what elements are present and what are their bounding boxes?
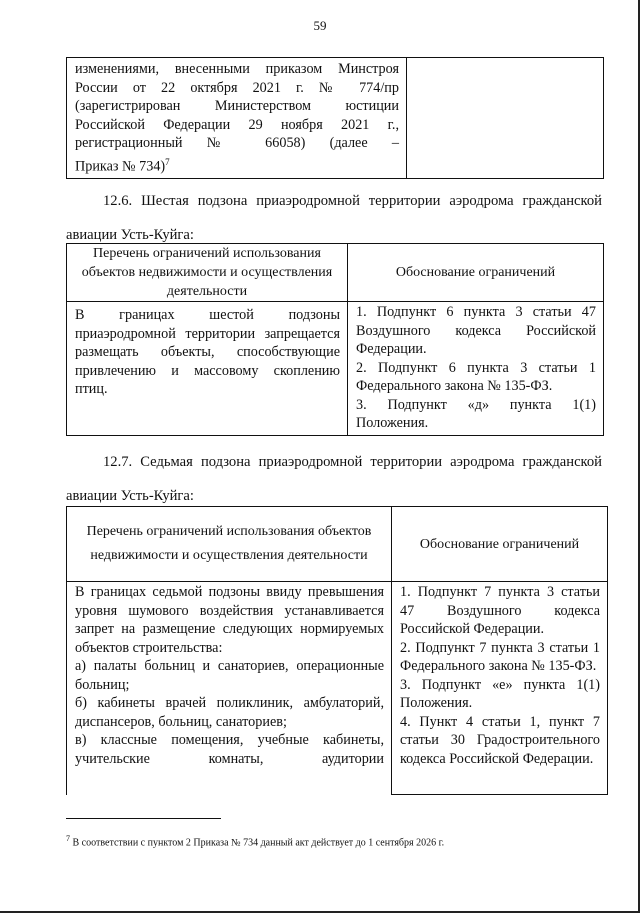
column-header-restrictions [67, 244, 348, 302]
header-text: Обоснование ограничений [395, 265, 556, 280]
header-text: Перечень ограничений использования объектов недвижимости и осуществления деятельности [86, 524, 372, 563]
heading-line: 12.7. Седьмая подзона приаэродромной территории аэродрома гражданской [103, 454, 602, 470]
footnote-text: В соответствии с пунктом 2 Приказа № 734 данный акт действует до 1 сентября 2026 г. [72, 837, 445, 849]
section-heading-12-6 [66, 191, 602, 245]
continued-table-right-cell [407, 58, 604, 179]
restriction-item: а) палаты больниц и санаториев, операционные больниц; [75, 658, 384, 693]
restriction-text: В границах седьмой подзоны ввиду превышения уровня шумового воздействия устанавливается запрет на размещение следующих нормируемых объектов строительства: [75, 584, 384, 656]
justification-item: 3. Подпункт «д» пункта 1(1) Положения. [356, 396, 596, 431]
text-line-end: Приказ № 734) [75, 158, 166, 175]
justification-item: 2. Подпункт 6 пункта 3 статьи 1 Федерального закона № 135-ФЗ. [356, 359, 596, 394]
page-number: 59 [313, 18, 327, 33]
justification-item: 1. Подпункт 6 пункта 3 статьи 47 Воздушного кодекса Российской Федерации. [356, 304, 596, 357]
justification-item: 1. Подпункт 7 пункта 3 статьи 47 Воздушного кодекса Российской Федерации. [400, 584, 600, 637]
justification-cell [392, 582, 608, 795]
footnote-separator [66, 818, 221, 819]
text-line: России от 22 октября 2021 г. № 774/пр [75, 79, 399, 96]
text-line: (зарегистрирован Министерством юстиции [75, 98, 399, 114]
header-text: Обоснование ограничений [419, 536, 580, 552]
column-header-justification [392, 507, 608, 582]
continued-table-left-cell [67, 58, 407, 179]
footnote [66, 833, 606, 849]
section-heading-12-7 [66, 452, 602, 506]
restriction-text: В границах шестой подзоны приаэродромной территории запрещается размещать объекты, способствующие привлечению и массовому скоплению птиц. [75, 307, 340, 397]
justification-item: 4. Пункт 4 статьи 1, пункт 7 статьи 30 Градостроительного кодекса Российской Федерации. [400, 713, 600, 767]
restriction-item: в) классные помещения, учебные кабинеты, учительские комнаты, аудитории [75, 732, 384, 767]
restriction-item: б) кабинеты врачей поликлиник, амбулаторий, диспансеров, больниц, санаториев; [75, 695, 384, 730]
heading-line: авиации Усть-Куйга: [66, 488, 194, 504]
justification-item: 2. Подпункт 7 пункта 3 статьи 1 Федерального закона № 135-ФЗ. [400, 639, 600, 674]
heading-line: 12.6. Шестая подзона приаэродромной территории аэродрома гражданской [103, 193, 602, 209]
continued-table [66, 57, 604, 179]
column-header-justification [348, 244, 604, 302]
footnote-marker: 7 [66, 834, 70, 843]
column-header-restrictions [67, 507, 392, 582]
footnote-ref: 7 [165, 156, 170, 167]
restrictions-table-12-7 [66, 506, 608, 795]
justification-item: 3. Подпункт «е» пункта 1(1) Положения. [400, 676, 600, 711]
text-line [75, 153, 399, 176]
restriction-cell [67, 582, 392, 795]
heading-line: авиации Усть-Куйга: [66, 227, 194, 243]
header-text: Перечень ограничений использования объектов недвижимости и осуществления деятельности [81, 246, 333, 299]
text-line: изменениями, внесенными приказом Минстроя [75, 61, 399, 77]
justification-cell [348, 302, 604, 436]
text-line: регистрационный № 66058) (далее – [75, 135, 399, 151]
restrictions-table-12-6 [66, 243, 604, 436]
restriction-cell [67, 302, 348, 436]
text-line: Российской Федерации 29 ноября 2021 г., [75, 116, 399, 133]
